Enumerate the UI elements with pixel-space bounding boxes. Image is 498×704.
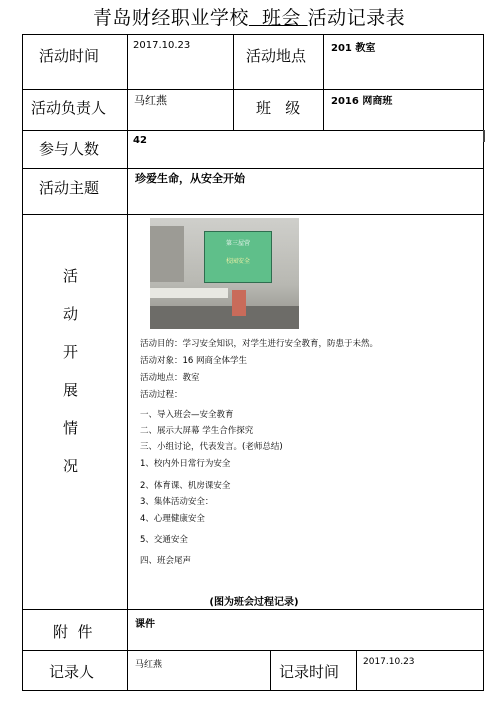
process-label-char: 情 [63,419,79,437]
row-divider [23,168,483,169]
process-line: 5、交通安全 [140,535,188,545]
process-line: 3、集体活动安全： [140,497,214,507]
class-meeting-photo [150,218,299,329]
attachment-value: 课件 [135,619,155,630]
photo-stand [232,290,246,316]
col-divider [233,35,234,130]
process-label-char: 活 [63,267,79,285]
process-label-char: 况 [63,457,79,475]
row-divider [23,214,483,215]
process-label-char: 展 [63,381,79,399]
process-line: 1、校内外日常行为安全 [140,459,231,469]
row-divider [23,609,483,610]
activity-leader-label: 活动负责人 [31,99,107,117]
col-divider [356,650,357,690]
process-line: 一、导入班会—安全教育 [140,410,234,420]
activity-type-blank: 班会 [262,7,302,29]
col-divider [323,35,324,130]
col-divider [270,650,271,690]
col-divider [127,35,128,690]
record-time-label: 记录时间 [279,663,340,681]
process-line: 活动目的：学习安全知识，对学生进行安全教育，防患于未然。 [140,339,379,349]
process-line: 四、班会尾声 [140,556,192,566]
recorder-label: 记录人 [49,663,95,681]
photo-projector-screen [204,231,272,283]
row-divider [23,650,483,651]
process-line: 活动过程： [140,390,183,400]
photo-slide-text: 校园安全 [225,258,250,265]
activity-place-label: 活动地点 [246,47,307,65]
text-cursor-mark [483,130,485,142]
process-line: 活动对象：16 网商全体学生 [140,356,248,366]
activity-time-value: 2017.10.23 [133,40,191,51]
photo-slide-title: 第三屋营 [225,240,250,247]
attachment-label: 附 件 [53,623,93,641]
participant-count-label: 参与人数 [39,140,100,158]
form-title [0,3,498,30]
process-line: 活动地点：教室 [140,373,200,383]
row-divider [23,89,483,90]
process-label-char: 动 [63,305,79,323]
school-name: 青岛财经职业学校 [92,7,249,29]
process-label-char: 开 [63,343,79,361]
activity-time-label: 活动时间 [39,47,100,65]
process-line: 三、小组讨论，代表发言。(老师总结) [140,442,283,452]
activity-leader-value: 马红燕 [134,94,167,107]
photo-floor [150,306,299,329]
class-label: 班 级 [256,99,301,117]
row-divider [23,130,483,131]
photo-wall-board [150,226,184,282]
record-form [22,34,484,691]
activity-place-value: 201 教室 [331,43,376,54]
participant-count-value: 42 [133,135,147,146]
record-time-value: 2017.10.23 [363,657,415,667]
process-line: 二、展示大屏幕 学生合作探究 [140,426,254,436]
class-value: 2016 网商班 [331,96,393,107]
title-suffix: 活动记录表 [307,7,406,29]
recorder-value: 马红燕 [135,660,163,670]
activity-theme-label: 活动主题 [39,179,100,197]
process-line: 2、体育课、机房课安全 [140,481,231,491]
process-line: 4、心理健康安全 [140,514,205,524]
photo-caption: (图为班会过程记录) [209,597,299,608]
photo-desk [150,288,228,298]
activity-theme-value: 珍爱生命，从安全开始 [135,172,245,185]
